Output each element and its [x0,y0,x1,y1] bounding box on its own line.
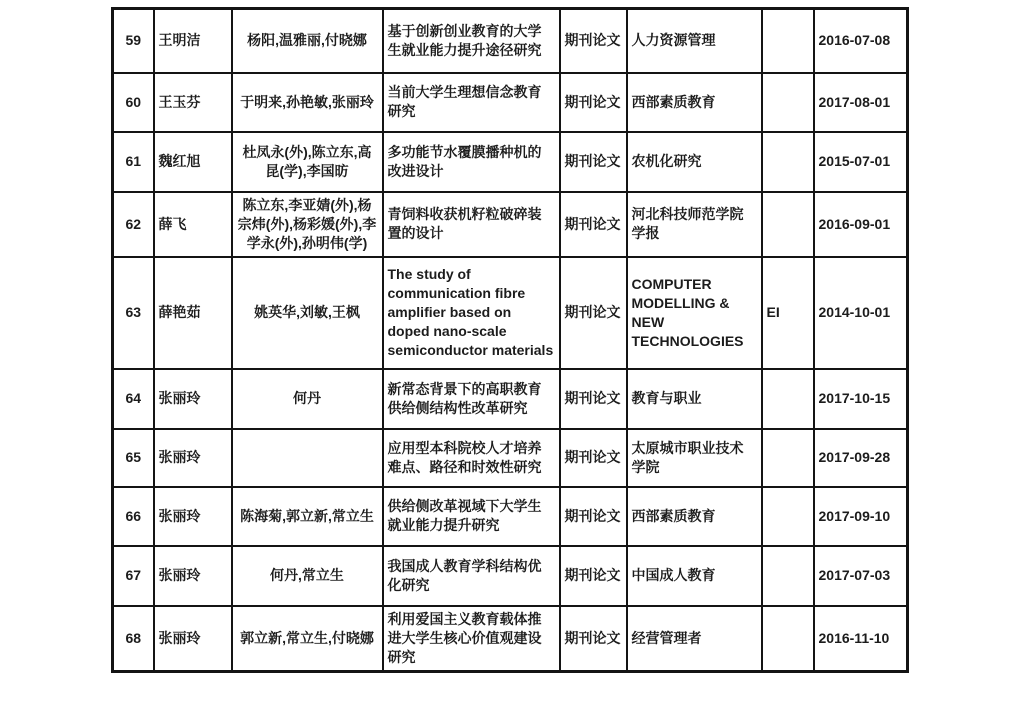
cell-author-name: 张丽玲 [154,487,232,546]
cell-publication-type: 期刊论文 [560,429,627,487]
cell-coauthors: 杜凤永(外),陈立东,高昆(学),李国昉 [232,132,383,192]
cell-paper-title: 应用型本科院校人才培养难点、路径和时效性研究 [383,429,560,487]
cell-paper-title: 当前大学生理想信念教育研究 [383,73,560,132]
cell-paper-title: 基于创新创业教育的大学生就业能力提升途径研究 [383,9,560,73]
cell-publication-type: 期刊论文 [560,487,627,546]
cell-coauthors: 于明来,孙艳敏,张丽玲 [232,73,383,132]
cell-publish-date: 2016-09-01 [814,192,908,257]
cell-journal-name: 农机化研究 [627,132,762,192]
table-row [113,487,908,546]
cell-author-name: 张丽玲 [154,606,232,672]
cell-publication-type: 期刊论文 [560,192,627,257]
cell-publication-type: 期刊论文 [560,369,627,429]
cell-coauthors: 何丹,常立生 [232,546,383,606]
cell-index-flag [762,369,814,429]
table-row [113,429,908,487]
cell-author-name: 王玉芬 [154,73,232,132]
cell-coauthors: 姚英华,刘敏,王枫 [232,257,383,369]
cell-sequence-number: 62 [113,192,154,257]
cell-publish-date: 2017-09-28 [814,429,908,487]
cell-index-flag [762,132,814,192]
table-row [113,257,908,369]
cell-journal-name: 人力资源管理 [627,9,762,73]
cell-author-name: 魏红旭 [154,132,232,192]
cell-paper-title: The study of communication fibre amplifier based on doped nano-scale semiconductor materials [383,257,560,369]
cell-author-name: 王明洁 [154,9,232,73]
cell-coauthors: 郭立新,常立生,付晓娜 [232,606,383,672]
cell-index-flag [762,487,814,546]
cell-author-name: 张丽玲 [154,546,232,606]
cell-sequence-number: 67 [113,546,154,606]
cell-paper-title: 我国成人教育学科结构优化研究 [383,546,560,606]
cell-publish-date: 2017-08-01 [814,73,908,132]
cell-index-flag [762,546,814,606]
cell-paper-title: 利用爱国主义教育载体推进大学生核心价值观建设研究 [383,606,560,672]
cell-journal-name: 中国成人教育 [627,546,762,606]
cell-publication-type: 期刊论文 [560,257,627,369]
cell-sequence-number: 59 [113,9,154,73]
cell-publication-type: 期刊论文 [560,546,627,606]
cell-publish-date: 2016-11-10 [814,606,908,672]
cell-journal-name: 太原城市职业技术学院 [627,429,762,487]
cell-coauthors: 陈立东,李亚婧(外),杨宗炜(外),杨彩媛(外),李学永(外),孙明伟(学) [232,192,383,257]
cell-publish-date: 2017-10-15 [814,369,908,429]
table-row [113,9,908,73]
cell-publish-date: 2016-07-08 [814,9,908,73]
cell-publication-type: 期刊论文 [560,606,627,672]
cell-publish-date: 2017-07-03 [814,546,908,606]
publications-table [111,7,909,673]
cell-publication-type: 期刊论文 [560,132,627,192]
cell-paper-title: 青饲料收获机籽粒破碎装置的设计 [383,192,560,257]
cell-index-flag [762,429,814,487]
cell-publish-date: 2014-10-01 [814,257,908,369]
cell-sequence-number: 65 [113,429,154,487]
table-row [113,369,908,429]
cell-author-name: 张丽玲 [154,429,232,487]
cell-paper-title: 供给侧改革视域下大学生就业能力提升研究 [383,487,560,546]
cell-index-flag [762,73,814,132]
cell-sequence-number: 61 [113,132,154,192]
cell-author-name: 薛飞 [154,192,232,257]
cell-index-flag [762,9,814,73]
cell-coauthors: 何丹 [232,369,383,429]
cell-journal-name: 经营管理者 [627,606,762,672]
cell-publish-date: 2017-09-10 [814,487,908,546]
table-row [113,192,908,257]
cell-coauthors: 陈海菊,郭立新,常立生 [232,487,383,546]
cell-sequence-number: 63 [113,257,154,369]
cell-publication-type: 期刊论文 [560,9,627,73]
cell-index-flag [762,606,814,672]
cell-index-flag [762,192,814,257]
cell-coauthors: 杨阳,温雅丽,付晓娜 [232,9,383,73]
cell-sequence-number: 60 [113,73,154,132]
cell-sequence-number: 64 [113,369,154,429]
table-row [113,132,908,192]
cell-paper-title: 多功能节水覆膜播种机的改进设计 [383,132,560,192]
table-body [113,9,908,672]
cell-journal-name: 西部素质教育 [627,73,762,132]
cell-author-name: 张丽玲 [154,369,232,429]
cell-author-name: 薛艳茹 [154,257,232,369]
cell-journal-name: 西部素质教育 [627,487,762,546]
cell-journal-name: 教育与职业 [627,369,762,429]
table-row [113,546,908,606]
cell-coauthors [232,429,383,487]
cell-sequence-number: 68 [113,606,154,672]
cell-journal-name: COMPUTER MODELLING & NEW TECHNOLOGIES [627,257,762,369]
table-row [113,606,908,672]
cell-publish-date: 2015-07-01 [814,132,908,192]
cell-publication-type: 期刊论文 [560,73,627,132]
cell-paper-title: 新常态背景下的高职教育供给侧结构性改革研究 [383,369,560,429]
cell-index-flag: EI [762,257,814,369]
table-row [113,73,908,132]
cell-sequence-number: 66 [113,487,154,546]
cell-journal-name: 河北科技师范学院学报 [627,192,762,257]
